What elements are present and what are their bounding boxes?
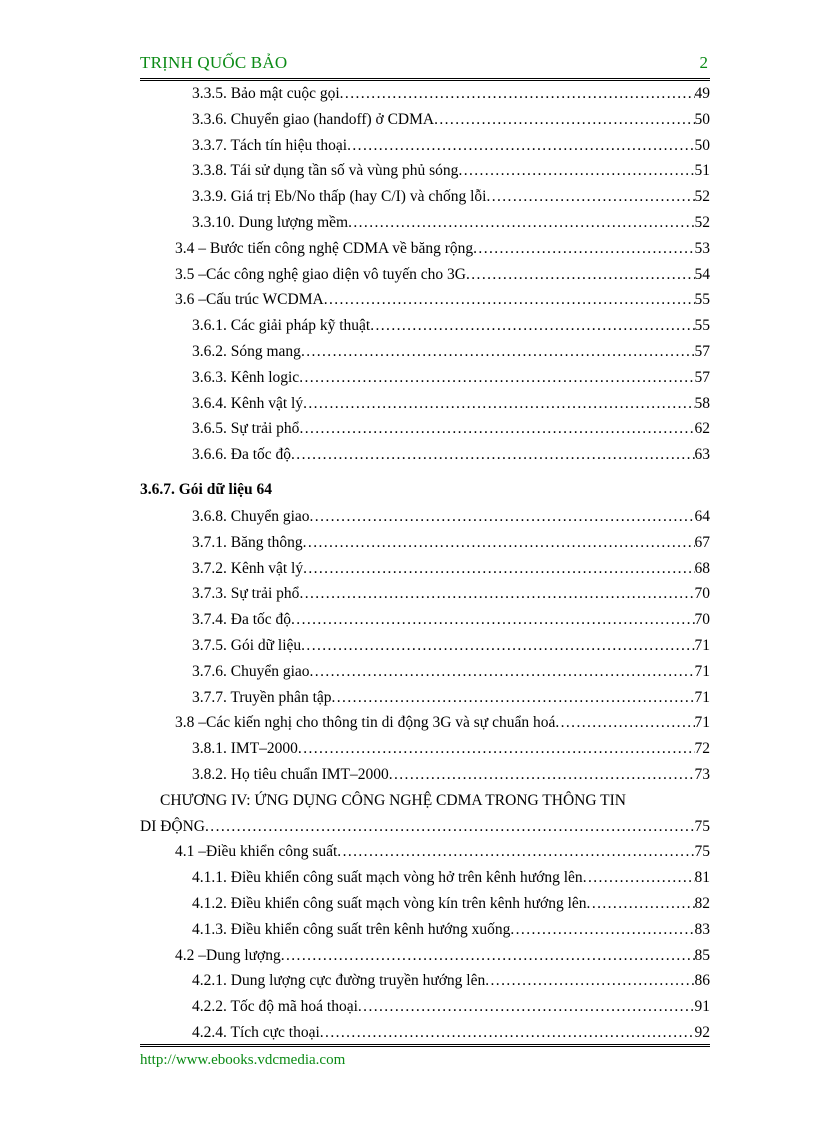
toc-page: 71 bbox=[694, 688, 710, 706]
toc-row bbox=[140, 158, 710, 184]
toc-label: 4.1.1. Điều khiển công suất mạch vòng hở trên kênh hướng lên bbox=[192, 869, 583, 887]
toc-row bbox=[140, 210, 710, 236]
toc-page: 67 bbox=[694, 533, 710, 551]
toc-label: 4.1.3. Điều khiển công suất trên kênh hướng xuống bbox=[192, 920, 511, 938]
toc-page: 55 bbox=[694, 291, 710, 309]
toc-page: 72 bbox=[694, 740, 710, 758]
toc-row bbox=[140, 917, 710, 943]
toc-page: 63 bbox=[694, 446, 710, 464]
toc-page: 70 bbox=[694, 585, 710, 603]
toc-row bbox=[140, 365, 710, 391]
toc-row bbox=[140, 968, 710, 994]
toc-label: 3.8 –Các kiến nghị cho thông tin di động 3G và sự chuẩn hoá bbox=[175, 714, 556, 732]
header-page-number: 2 bbox=[699, 53, 708, 72]
toc-page: 57 bbox=[694, 342, 710, 360]
toc-label: 3.5 –Các công nghệ giao diện vô tuyến cho 3G bbox=[175, 265, 466, 283]
footer-rule bbox=[140, 1044, 710, 1047]
toc-row bbox=[140, 184, 710, 210]
toc-label: 4.2 –Dung lượng bbox=[175, 946, 281, 964]
toc-page: 52 bbox=[694, 188, 710, 206]
page-header bbox=[140, 53, 710, 79]
toc-row bbox=[140, 107, 710, 133]
toc-row bbox=[140, 659, 710, 685]
toc-row bbox=[140, 391, 710, 417]
toc-label: 3.7.3. Sự trải phổ bbox=[192, 585, 300, 603]
toc-label: 3.6.6. Đa tốc độ bbox=[192, 446, 292, 464]
toc-label: 3.3.10. Dung lượng mềm bbox=[192, 213, 349, 231]
toc-page: 81 bbox=[694, 869, 710, 887]
toc-page: 71 bbox=[694, 636, 710, 654]
toc-page: 71 bbox=[694, 662, 710, 680]
toc-page: 83 bbox=[694, 920, 710, 938]
toc-row bbox=[140, 416, 710, 442]
toc-row bbox=[140, 814, 710, 840]
toc-label: 3.6.3. Kênh logic bbox=[192, 368, 300, 386]
toc-label: 3.6.1. Các giải pháp kỹ thuật bbox=[192, 317, 371, 335]
toc-label: 3.6 –Cấu trúc WCDMA bbox=[175, 291, 324, 309]
toc-row bbox=[140, 633, 710, 659]
toc-page: 82 bbox=[694, 894, 710, 912]
toc-page: 71 bbox=[694, 714, 710, 732]
toc-page: 50 bbox=[694, 136, 710, 154]
toc-page: 54 bbox=[694, 265, 710, 283]
toc-page: 64 bbox=[694, 507, 710, 525]
toc-chapter-heading bbox=[140, 788, 710, 814]
footer-url-link[interactable]: http://www.ebooks.vdcmedia.com bbox=[140, 1052, 346, 1068]
toc-row bbox=[140, 133, 710, 159]
toc-label: 3.7.5. Gói dữ liệu bbox=[192, 636, 302, 654]
toc-page: 75 bbox=[694, 843, 710, 861]
toc-page: 53 bbox=[694, 239, 710, 257]
toc-row bbox=[140, 556, 710, 582]
toc-row bbox=[140, 685, 710, 711]
toc-page: 91 bbox=[694, 998, 710, 1016]
toc-label: 3.7.6. Chuyển giao bbox=[192, 662, 310, 680]
toc-label: 3.7.1. Băng thông bbox=[192, 533, 303, 551]
header-author: TRỊNH QUỐC BẢO bbox=[140, 53, 288, 72]
toc-row bbox=[140, 287, 710, 313]
toc-label: 4.1 –Điều khiển công suất bbox=[175, 843, 338, 861]
toc-row bbox=[140, 762, 710, 788]
toc-bold-heading bbox=[140, 468, 710, 504]
toc-label: 4.2.1. Dung lượng cực đường truyền hướng lên bbox=[192, 972, 486, 990]
toc-row bbox=[140, 236, 710, 262]
toc-label: CHƯƠNG IV: ỨNG DỤNG CÔNG NGHỆ CDMA TRONG THÔNG TIN bbox=[160, 791, 626, 809]
table-of-contents bbox=[140, 81, 710, 1046]
toc-page: 57 bbox=[694, 368, 710, 386]
toc-label: 3.7.4. Đa tốc độ bbox=[192, 611, 292, 629]
toc-row bbox=[140, 994, 710, 1020]
toc-label: 3.7.2. Kênh vật lý bbox=[192, 559, 304, 577]
toc-label: 3.4 – Bước tiến công nghệ CDMA về băng rộng bbox=[175, 239, 474, 257]
toc-row bbox=[140, 81, 710, 107]
toc-row bbox=[140, 891, 710, 917]
toc-page: 70 bbox=[694, 611, 710, 629]
toc-label: 3.3.8. Tái sử dụng tần số và vùng phủ sóng bbox=[192, 162, 459, 180]
toc-row bbox=[140, 581, 710, 607]
toc-label: 4.2.2. Tốc độ mã hoá thoại bbox=[192, 998, 358, 1016]
toc-page: 52 bbox=[694, 213, 710, 231]
toc-label: DI ĐỘNG bbox=[140, 817, 206, 835]
toc-label: 3.8.1. IMT–2000 bbox=[192, 740, 298, 758]
toc-label: 3.7.7. Truyền phân tập bbox=[192, 688, 332, 706]
toc-label: 3.6.7. Gói dữ liệu 64 bbox=[140, 480, 273, 498]
toc-row bbox=[140, 865, 710, 891]
toc-page: 58 bbox=[694, 394, 710, 412]
toc-label: 3.3.9. Giá trị Eb/No thấp (hay C/I) và chống lỗi bbox=[192, 188, 487, 206]
toc-row bbox=[140, 504, 710, 530]
toc-page: 86 bbox=[694, 972, 710, 990]
toc-row bbox=[140, 710, 710, 736]
toc-page: 92 bbox=[694, 1023, 710, 1041]
toc-row bbox=[140, 607, 710, 633]
toc-label: 3.3.6. Chuyển giao (handoff) ở CDMA bbox=[192, 110, 435, 128]
toc-page: 55 bbox=[694, 317, 710, 335]
toc-row bbox=[140, 262, 710, 288]
toc-page: 49 bbox=[694, 85, 710, 102]
toc-row bbox=[140, 442, 710, 468]
toc-row bbox=[140, 736, 710, 762]
toc-page: 75 bbox=[694, 817, 710, 835]
toc-row bbox=[140, 839, 710, 865]
toc-row bbox=[140, 1020, 710, 1046]
toc-row bbox=[140, 339, 710, 365]
toc-label: 3.6.2. Sóng mang bbox=[192, 342, 301, 360]
toc-label: 3.6.5. Sự trải phổ bbox=[192, 420, 300, 438]
toc-label: 3.3.7. Tách tín hiệu thoại bbox=[192, 136, 348, 154]
toc-row bbox=[140, 313, 710, 339]
toc-page: 50 bbox=[694, 110, 710, 128]
toc-page: 85 bbox=[694, 946, 710, 964]
toc-page: 51 bbox=[694, 162, 710, 180]
toc-label: 3.8.2. Họ tiêu chuẩn IMT–2000 bbox=[192, 765, 389, 783]
toc-page: 68 bbox=[694, 559, 710, 577]
toc-page: 62 bbox=[694, 420, 710, 438]
toc-label: 3.6.8. Chuyển giao bbox=[192, 507, 310, 525]
toc-page: 73 bbox=[694, 765, 710, 783]
toc-label: 4.2.4. Tích cực thoại bbox=[192, 1023, 320, 1041]
toc-label: 3.6.4. Kênh vật lý bbox=[192, 394, 304, 412]
toc-label: 3.3.5. Bảo mật cuộc gọi bbox=[192, 85, 340, 102]
toc-label: 4.1.2. Điều khiển công suất mạch vòng kín trên kênh hướng lên bbox=[192, 894, 587, 912]
toc-row bbox=[140, 943, 710, 969]
toc-row bbox=[140, 530, 710, 556]
